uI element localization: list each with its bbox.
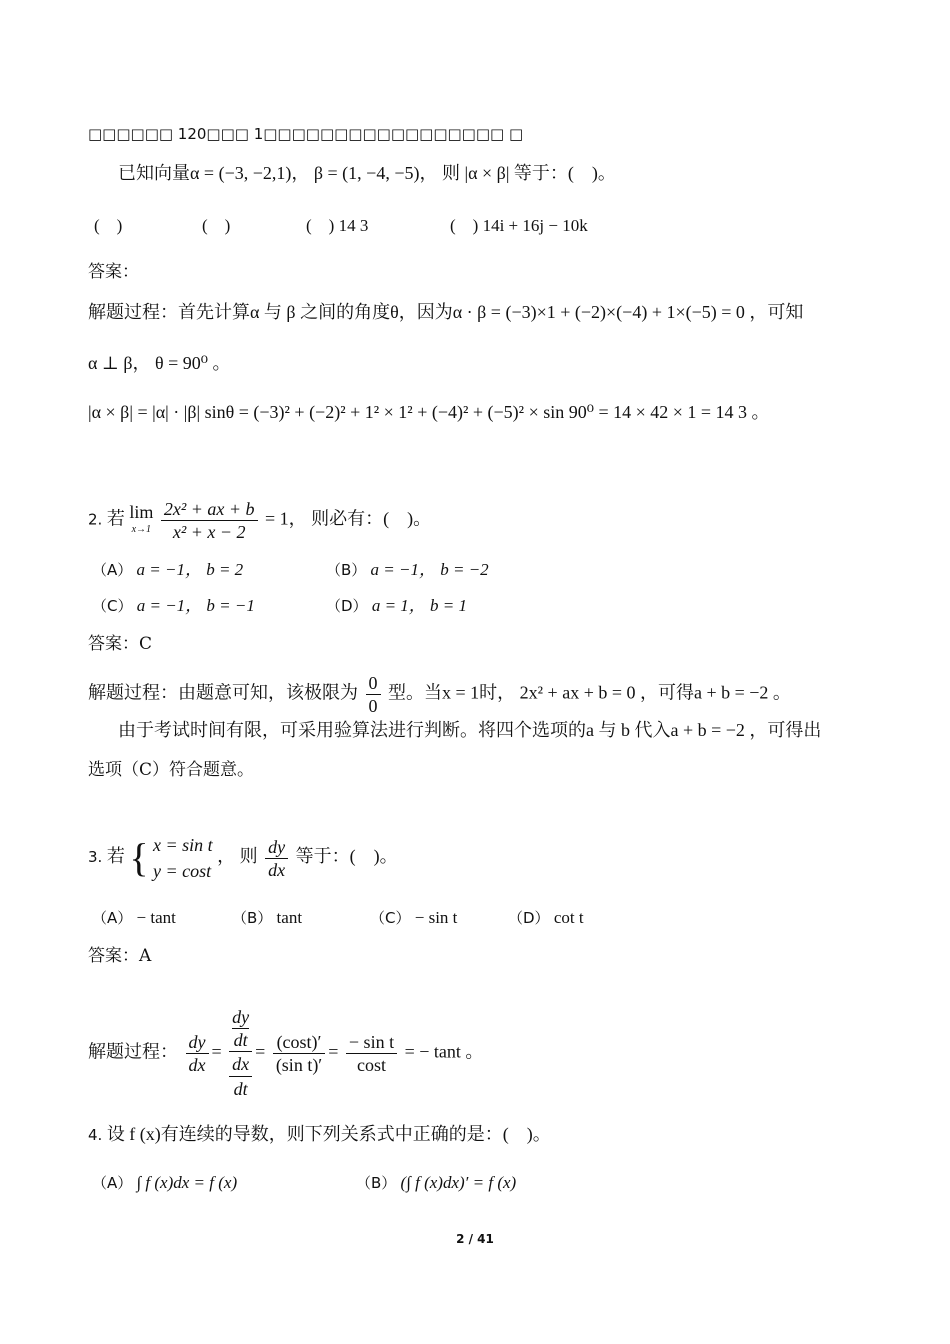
q3-mid: ， 则 [217,846,258,867]
q4-option-a [92,1171,237,1195]
q2-option-b-text: a = −1， b = −2 [370,560,489,579]
q3-option-b [232,906,302,930]
q3-proc-frac-1 [186,1031,209,1076]
q3-option-c-label: （C） [370,909,411,927]
q2-frac-num: 2x² + ax + b [161,498,258,521]
q2-option-d-text: a = 1， b = 1 [371,596,468,615]
q3-f2-num-bot: dt [233,1030,248,1050]
q3-proc-post: = − tant 。 [404,1041,484,1062]
q2-proc-pre: 解题过程：由题意可知，该极限为 [88,682,358,703]
q3-f2-den-bot: dt [233,1079,248,1099]
q2-frac-den: x² + x − 2 [172,522,246,542]
q3-frac-num: dy [265,836,288,859]
q3-f3-num: (cost)′ [273,1031,325,1054]
q3-f2-den [229,1051,252,1101]
q2-pre: 若 [106,508,125,529]
q3-option-b-label: （B） [232,909,273,927]
q3-option-c [370,906,457,930]
q3-option-a [92,906,176,930]
q3-option-c-text: − sin t [414,908,458,927]
q2-option-c [92,594,255,618]
q2-stem [88,498,431,543]
q1-process-2: α ⊥ β， θ = 90⁰ 。 [88,353,231,373]
q4-option-a-text: ∫ f (x)dx = f (x) [136,1173,238,1192]
q2-proc-post: 型。当x = 1时， 2x² + ax + b = 0 ，可得a + b = −2 。 [388,682,791,703]
q3-proc-frac-3 [273,1031,325,1076]
q2-process-2: 由于考试时间有限，可采用验算法进行判断。将四个选项的a 与 b 代入a + b = −2 ，可得出 [118,720,822,740]
q3-frac-den: dx [268,859,286,880]
q3-f1-num: dy [186,1031,209,1054]
q3-option-a-label: （A） [92,909,133,927]
q3-post: 等于：( )。 [295,846,398,867]
q3-option-a-text: − tant [136,908,176,927]
q3-system-2: y = cost [153,861,212,881]
q2-option-c-text: a = −1， b = −1 [136,596,255,615]
q1-process-3: |α × β| = |α| · |β| sinθ = (−3)² + (−2)² + 1² × 1² + (−4)² + (−5)² × sin 90⁰ = 14 × 42 × 1 = 14 3 。 [88,402,770,422]
q2-option-a-label: （A） [92,561,133,579]
q4-number: 4. [88,1126,103,1144]
q2-number: 2. [88,510,103,529]
q3-proc-frac-4 [346,1031,397,1076]
page-number: 2 / 41 [456,1232,494,1246]
q2-process-3: 选项（C）符合题意。 [88,760,255,780]
q3-process: 解题过程： $\frac{dy}{dx}$ = dy dt dx dt = $\frac{(\cos t)'}{\text{(sin t)′}}$ = $\frac{\text{− sin t}}{\cos t}$ = − tant 。 [88,1007,484,1099]
q3-pre: 若 [106,846,125,867]
q2-proc-fraction [366,672,381,717]
q2-option-d-label: （D） [326,597,368,615]
q4-option-b-label: （B） [356,1174,397,1192]
q3-brace-icon: { [129,835,149,880]
q3-option-d-text: cot t [553,908,584,927]
q3-system-1: x = sin t [153,835,213,855]
q1-option-a: ( ) [94,216,123,235]
q3-f3-den: (sin t)′ [275,1055,323,1075]
q4-stem-text: 设 f (x)有连续的导数，则下列关系式中正确的是：( )。 [106,1124,551,1144]
q1-process-1: 解题过程：首先计算α 与 β 之间的角度θ，因为α · β = (−3)×1 + (−2)×(−4) + 1×(−5) = 0 ，可知 [88,302,804,322]
q3-f4-num: − sin t [346,1031,397,1054]
q3-f1-den: dx [188,1055,206,1075]
q1-stem: 已知向量α = (−3, −2,1)， β = (1, −4, −5)， 则 |α × β| 等于：( )。 [118,163,616,183]
q2-option-d [326,594,467,618]
q3-option-d-label: （D） [508,909,550,927]
q2-proc-frac-num: 0 [366,672,381,695]
q3-option-d [508,906,584,930]
q3-f2-den-top: dx [229,1052,252,1077]
q3-number: 3. [88,848,103,867]
q2-answer: 答案：C [88,634,153,654]
q2-option-a [92,558,243,582]
q3-f2-num [229,1006,252,1051]
q3-f4-den: cost [356,1055,386,1075]
q2-proc-frac-den: 0 [368,696,378,716]
q1-option-d: ( ) 14i + 16j − 10k [450,216,588,235]
q2-limit [129,503,153,539]
q2-post: = 1， 则必有：( )。 [265,508,432,529]
q1-answer: 答案： [88,262,139,282]
q1-option-c: ( ) 14 3 [306,216,369,235]
q3-answer: 答案：A [88,946,152,966]
q3-system [153,832,213,884]
q2-process-1 [88,672,791,717]
q2-fraction [161,498,258,543]
q2-option-b [326,558,489,582]
header-line: □□□□□□ 120□□□ 1□□□□□□□□□□□□□□□□□ □ [88,125,524,143]
q1-option-b: ( ) [202,216,231,235]
q3-option-b-text: tant [276,908,303,927]
q4-option-b [356,1171,516,1195]
q3-f2-num-top: dy [232,1007,250,1027]
q2-option-c-label: （C） [92,597,133,615]
q2-option-a-text: a = −1， b = 2 [136,560,244,579]
q2-lim-sub: x→1 [131,523,152,535]
q4-stem [88,1122,551,1147]
q2-lim-word: lim [129,501,154,522]
q4-option-a-label: （A） [92,1174,133,1192]
q3-proc-frac-2 [229,1006,252,1101]
q3-proc-pre: 解题过程： [88,1041,178,1062]
q3-fraction [265,836,288,881]
q2-option-b-label: （B） [326,561,367,579]
q4-option-b-text: (∫ f (x)dx)′ = f (x) [400,1173,517,1192]
q3-stem [88,832,398,884]
